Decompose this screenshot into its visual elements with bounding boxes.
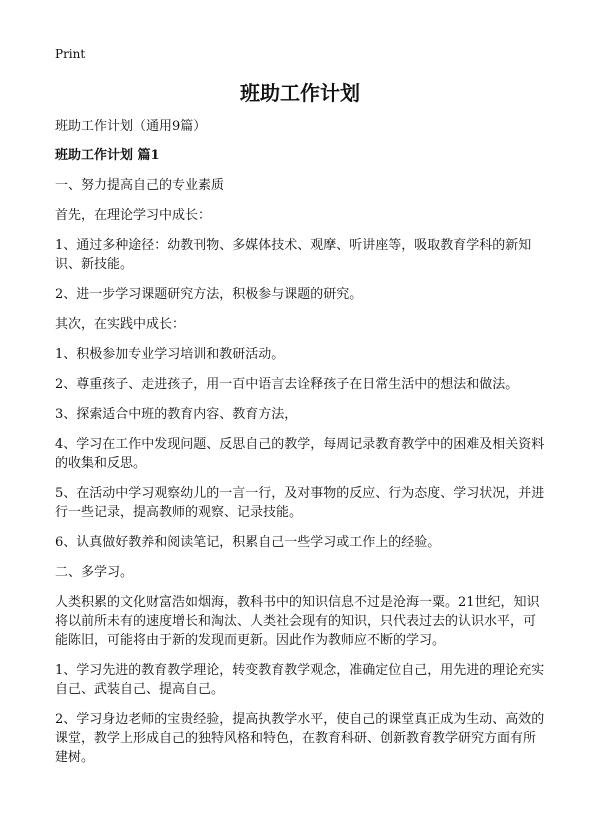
- paragraph: 一、努力提高自己的专业素质: [55, 178, 225, 193]
- paragraph: 二、多学习。: [55, 565, 134, 580]
- paragraph: 2、进一步学习课题研究方法，积极参与课题的研究。: [55, 287, 363, 302]
- document-title: 班助工作计划: [240, 81, 360, 105]
- paragraph: 3、探索适合中班的教育内容、教育方法，: [55, 407, 298, 422]
- paragraph: 1、学习先进的教育教学理论，转变教育教学观念，准确定位自己，用先进的理论充实自己、武装自己、提高自己。: [55, 663, 545, 697]
- document-body: [55, 118, 545, 778]
- paragraph: 4、学习在工作中发现问题、反思自己的教学，每周记录教育教学中的困难及相关资料的收集和反思。: [55, 437, 545, 471]
- paragraph: 人类积累的文化财富浩如烟海，教科书中的知识信息不过是沧海一粟。21世纪，知识将以前所未有的速度增长和淘汰、人类社会现有的知识，只代表过去的认识水平，可能陈旧，可能将由于新的发现而更新。因此作为教师应不断的学习。: [55, 595, 540, 648]
- print-label: Print: [55, 47, 86, 61]
- document-subtitle: 班助工作计划（通用9篇）: [55, 119, 207, 134]
- section-heading: 班助工作计划 篇1: [55, 148, 160, 163]
- paragraph: 1、积极参加专业学习培训和教研活动。: [55, 347, 285, 362]
- paragraph: 首先，在理论学习中成长：: [55, 208, 212, 223]
- paragraph: 5、在活动中学习观察幼儿的一言一行，及对事物的反应、行为态度、学习状况，并进行一些记录，提高教师的观察、记录技能。: [55, 486, 545, 520]
- paragraph: 2、尊重孩子、走进孩子，用一百中语言去诠释孩子在日常生活中的想法和做法。: [55, 377, 519, 392]
- paragraph: 其次，在实践中成长：: [55, 317, 186, 332]
- paragraph: 2、学习身边老师的宝贵经验，提高执教学水平，使自己的课堂真正成为生动、高效的课堂，教学上形成自己的独特风格和特色，在教育科研、创新教育教学研究方面有所建树。: [55, 712, 545, 765]
- paragraph: 6、认真做好教养和阅读笔记，积累自己一些学习或工作上的经验。: [55, 535, 441, 550]
- paragraph: 1、通过多种途径：幼教刊物、多媒体技术、观摩、听讲座等，吸取教育学科的新知识、新技能。: [55, 238, 532, 272]
